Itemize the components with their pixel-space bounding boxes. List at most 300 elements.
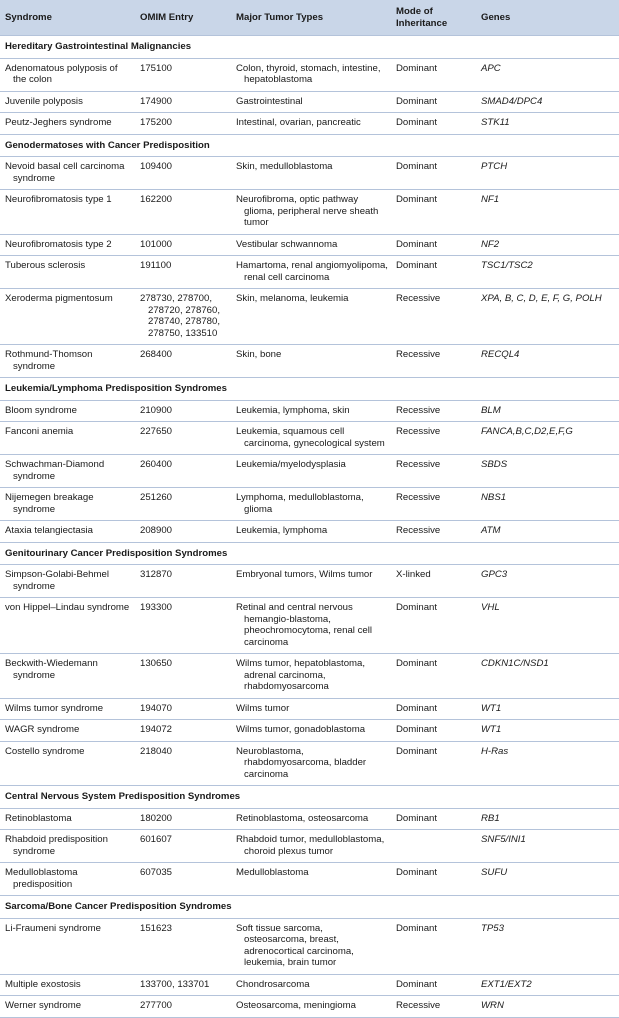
tumor-types-cell-text: Leukemia, lymphoma bbox=[236, 525, 328, 536]
omim-cell-text: 180200 bbox=[140, 812, 173, 824]
table-row bbox=[0, 521, 619, 543]
syndrome-cell-text: Wilms tumor syndrome bbox=[5, 702, 104, 714]
tumor-types-cell bbox=[232, 598, 392, 654]
tumor-types-cell bbox=[232, 863, 392, 896]
genes-cell bbox=[477, 521, 619, 543]
tumor-types-cell bbox=[232, 698, 392, 720]
genes-cell bbox=[477, 918, 619, 974]
syndrome-cell bbox=[0, 289, 136, 345]
table-row bbox=[0, 996, 619, 1018]
section-title: Leukemia/Lymphoma Predisposition Syndromes bbox=[0, 378, 619, 401]
tumor-types-cell-text: Medulloblastoma bbox=[236, 867, 309, 878]
omim-cell bbox=[136, 345, 232, 378]
omim-cell-text: 210900 bbox=[140, 404, 173, 416]
genes-cell-text: NBS1 bbox=[481, 492, 507, 503]
section-header-row bbox=[0, 36, 619, 59]
omim-cell bbox=[136, 974, 232, 996]
syndrome-cell bbox=[0, 190, 136, 235]
inheritance-cell-text: Recessive bbox=[396, 525, 441, 536]
tumor-types-cell bbox=[232, 113, 392, 135]
inheritance-cell-text: Dominant bbox=[396, 702, 438, 714]
genes-cell-text: EXT1/EXT2 bbox=[481, 978, 532, 990]
inheritance-cell bbox=[392, 400, 477, 422]
genes-cell bbox=[477, 720, 619, 742]
inheritance-cell bbox=[392, 91, 477, 113]
genes-cell bbox=[477, 345, 619, 378]
tumor-types-cell bbox=[232, 345, 392, 378]
syndrome-cell-text: von Hippel–Lindau syndrome bbox=[5, 602, 130, 613]
table-row bbox=[0, 918, 619, 974]
tumor-types-cell-text: Leukemia, squamous cell carcinoma, gynecological system bbox=[236, 426, 385, 449]
genes-cell-text: NF1 bbox=[481, 194, 500, 205]
syndrome-cell bbox=[0, 256, 136, 289]
genes-cell-text: SNF5/INI1 bbox=[481, 834, 526, 845]
tumor-types-cell-text: Intestinal, ovarian, pancreatic bbox=[236, 117, 361, 128]
syndrome-cell bbox=[0, 488, 136, 521]
section-header-row bbox=[0, 786, 619, 809]
inheritance-cell-text: Recessive bbox=[396, 293, 441, 304]
inheritance-cell bbox=[392, 698, 477, 720]
tumor-types-cell-text: Retinoblastoma, osteosarcoma bbox=[236, 812, 369, 824]
inheritance-cell bbox=[392, 422, 477, 455]
inheritance-cell-text: Dominant bbox=[396, 194, 438, 205]
omim-cell bbox=[136, 455, 232, 488]
inheritance-cell bbox=[392, 113, 477, 135]
table-row bbox=[0, 256, 619, 289]
tumor-types-cell bbox=[232, 455, 392, 488]
inheritance-cell-text: Dominant bbox=[396, 238, 438, 250]
syndrome-cell bbox=[0, 157, 136, 190]
syndrome-cell-text: Bloom syndrome bbox=[5, 404, 77, 416]
tumor-types-cell bbox=[232, 830, 392, 863]
genes-cell bbox=[477, 741, 619, 786]
table-row bbox=[0, 863, 619, 896]
syndrome-cell-text: Tuberous sclerosis bbox=[5, 260, 86, 271]
syndrome-cell bbox=[0, 996, 136, 1018]
omim-cell-text: 101000 bbox=[140, 238, 173, 250]
tumor-types-cell-text: Osteosarcoma, meningioma bbox=[236, 1000, 356, 1011]
inheritance-cell bbox=[392, 58, 477, 91]
omim-cell-text: 251260 bbox=[140, 492, 173, 503]
section-title: Genodermatoses with Cancer Predisposition bbox=[0, 134, 619, 157]
syndrome-cell bbox=[0, 863, 136, 896]
omim-cell-text: 278730, 278700, 278720, 278760, 278740, 278780, 278750, 133510 bbox=[140, 293, 221, 339]
syndrome-cell-text: Schwachman-Diamond syndrome bbox=[5, 459, 105, 482]
omim-cell bbox=[136, 422, 232, 455]
inheritance-cell-text: Recessive bbox=[396, 492, 441, 503]
header-genes: Genes bbox=[477, 0, 619, 36]
omim-cell bbox=[136, 400, 232, 422]
inheritance-cell bbox=[392, 863, 477, 896]
syndrome-cell-text: Nevoid basal cell carcinoma syndrome bbox=[5, 161, 125, 184]
tumor-types-cell-text: Embryonal tumors, Wilms tumor bbox=[236, 569, 373, 580]
table-row bbox=[0, 654, 619, 699]
syndrome-cell bbox=[0, 58, 136, 91]
genes-cell bbox=[477, 256, 619, 289]
omim-cell-text: 260400 bbox=[140, 459, 173, 470]
omim-cell bbox=[136, 234, 232, 256]
syndrome-cell-text: Neurofibromatosis type 2 bbox=[5, 238, 112, 250]
omim-cell bbox=[136, 741, 232, 786]
table-row bbox=[0, 234, 619, 256]
inheritance-cell-text: Dominant bbox=[396, 922, 438, 934]
omim-cell bbox=[136, 996, 232, 1018]
syndrome-cell-text: Costello syndrome bbox=[5, 745, 85, 757]
table-row bbox=[0, 58, 619, 91]
omim-cell bbox=[136, 808, 232, 830]
syndrome-cell bbox=[0, 720, 136, 742]
omim-cell-text: 227650 bbox=[140, 426, 173, 437]
tumor-types-cell-text: Neuroblastoma, rhabdomyosarcoma, bladder carcinoma bbox=[236, 745, 367, 780]
genes-cell-text: STK11 bbox=[481, 117, 510, 128]
tumor-types-cell bbox=[232, 400, 392, 422]
syndrome-cell bbox=[0, 455, 136, 488]
genes-cell bbox=[477, 157, 619, 190]
section-title: Sarcoma/Bone Cancer Predisposition Syndromes bbox=[0, 896, 619, 919]
inheritance-cell-text: Dominant bbox=[396, 658, 438, 669]
omim-cell-text: 194070 bbox=[140, 702, 173, 714]
inheritance-cell-text: Recessive bbox=[396, 349, 441, 360]
genes-cell bbox=[477, 113, 619, 135]
table-row bbox=[0, 289, 619, 345]
inheritance-cell-text: Dominant bbox=[396, 117, 438, 128]
inheritance-cell-text: Dominant bbox=[396, 95, 438, 107]
inheritance-cell-text: Recessive bbox=[396, 426, 441, 437]
inheritance-cell bbox=[392, 488, 477, 521]
omim-cell-text: 277700 bbox=[140, 1000, 173, 1011]
inheritance-cell-text: Dominant bbox=[396, 812, 438, 824]
omim-cell bbox=[136, 918, 232, 974]
genes-cell bbox=[477, 974, 619, 996]
syndrome-cell-text: Juvenile polyposis bbox=[5, 95, 83, 107]
genes-cell-text: BLM bbox=[481, 404, 501, 416]
genes-cell bbox=[477, 455, 619, 488]
tumor-types-cell-text: Hamartoma, renal angiomyolipoma, renal cell carcinoma bbox=[236, 260, 388, 283]
inheritance-cell-text: Dominant bbox=[396, 745, 438, 757]
inheritance-cell bbox=[392, 808, 477, 830]
syndrome-cell bbox=[0, 808, 136, 830]
tumor-types-cell bbox=[232, 234, 392, 256]
tumor-types-cell bbox=[232, 654, 392, 699]
tumor-types-cell-text: Retinal and central nervous hemangio-blastoma, pheochromocytoma, renal cell carcinoma bbox=[236, 602, 372, 648]
inheritance-cell bbox=[392, 741, 477, 786]
table-row bbox=[0, 157, 619, 190]
syndrome-cell bbox=[0, 565, 136, 598]
syndrome-cell-text: Peutz-Jeghers syndrome bbox=[5, 117, 112, 128]
tumor-types-cell-text: Wilms tumor, gonadoblastoma bbox=[236, 724, 366, 735]
table-row bbox=[0, 400, 619, 422]
syndrome-cell-text: Neurofibromatosis type 1 bbox=[5, 194, 112, 205]
inheritance-cell-text: X-linked bbox=[396, 569, 431, 580]
genes-cell-text: SBDS bbox=[481, 459, 508, 470]
inheritance-cell bbox=[392, 455, 477, 488]
omim-cell bbox=[136, 58, 232, 91]
section-header-row bbox=[0, 378, 619, 401]
omim-cell bbox=[136, 863, 232, 896]
tumor-types-cell bbox=[232, 289, 392, 345]
syndrome-cell bbox=[0, 345, 136, 378]
genes-cell-text: APC bbox=[481, 62, 501, 74]
genes-cell bbox=[477, 996, 619, 1018]
table-row bbox=[0, 974, 619, 996]
syndrome-cell bbox=[0, 830, 136, 863]
omim-cell bbox=[136, 488, 232, 521]
section-header-row bbox=[0, 896, 619, 919]
genes-cell bbox=[477, 58, 619, 91]
tumor-types-cell-text: Skin, bone bbox=[236, 349, 282, 360]
inheritance-cell-text: Recessive bbox=[396, 404, 441, 416]
omim-cell-text: 109400 bbox=[140, 161, 173, 172]
genes-cell bbox=[477, 234, 619, 256]
section-header-row bbox=[0, 134, 619, 157]
genes-cell-text: WRN bbox=[481, 1000, 504, 1011]
genes-cell-text: WT1 bbox=[481, 702, 502, 714]
inheritance-cell bbox=[392, 345, 477, 378]
genes-cell bbox=[477, 565, 619, 598]
inheritance-cell bbox=[392, 289, 477, 345]
omim-cell-text: 193300 bbox=[140, 602, 173, 613]
syndrome-cell-text: Fanconi anemia bbox=[5, 426, 74, 437]
genes-cell bbox=[477, 488, 619, 521]
tumor-types-cell-text: Soft tissue sarcoma, osteosarcoma, breast, adrenocortical carcinoma, leukemia, brain tumor bbox=[236, 922, 354, 968]
omim-cell-text: 312870 bbox=[140, 569, 173, 580]
tumor-types-cell bbox=[232, 996, 392, 1018]
syndrome-cell bbox=[0, 400, 136, 422]
genes-cell bbox=[477, 830, 619, 863]
header-row bbox=[0, 0, 619, 36]
syndrome-cell bbox=[0, 113, 136, 135]
omim-cell bbox=[136, 565, 232, 598]
omim-cell-text: 194072 bbox=[140, 724, 173, 735]
inheritance-cell bbox=[392, 256, 477, 289]
syndrome-cell bbox=[0, 698, 136, 720]
genes-cell-text: SMAD4/DPC4 bbox=[481, 95, 543, 107]
header-syndrome: Syndrome bbox=[0, 0, 136, 36]
tumor-types-cell bbox=[232, 521, 392, 543]
omim-cell bbox=[136, 157, 232, 190]
syndrome-cell-text: Retinoblastoma bbox=[5, 812, 72, 824]
genes-cell bbox=[477, 422, 619, 455]
tumor-types-cell-text: Skin, medulloblastoma bbox=[236, 161, 333, 172]
syndrome-cell-text: WAGR syndrome bbox=[5, 724, 80, 735]
genes-cell bbox=[477, 598, 619, 654]
genes-cell-text: RECQL4 bbox=[481, 349, 520, 360]
syndrome-cell-text: Multiple exostosis bbox=[5, 978, 81, 990]
inheritance-cell-text: Dominant bbox=[396, 260, 438, 271]
table-body bbox=[0, 36, 619, 1018]
inheritance-cell bbox=[392, 918, 477, 974]
inheritance-cell bbox=[392, 720, 477, 742]
table-row bbox=[0, 808, 619, 830]
syndrome-cell-text: Beckwith-Wiedemann syndrome bbox=[5, 658, 98, 681]
omim-cell-text: 208900 bbox=[140, 525, 173, 536]
genes-cell bbox=[477, 91, 619, 113]
tumor-types-cell bbox=[232, 488, 392, 521]
inheritance-cell-text: Dominant bbox=[396, 978, 438, 990]
inheritance-cell-text: Recessive bbox=[396, 1000, 441, 1011]
genes-cell-text: NF2 bbox=[481, 238, 500, 250]
tumor-types-cell-text: Vestibular schwannoma bbox=[236, 238, 338, 250]
inheritance-cell-text: Dominant bbox=[396, 724, 438, 735]
section-header-row bbox=[0, 542, 619, 565]
section-title: Genitourinary Cancer Predisposition Syndromes bbox=[0, 542, 619, 565]
genes-cell-text: H-Ras bbox=[481, 745, 509, 757]
genes-cell-text: CDKN1C/NSD1 bbox=[481, 658, 549, 669]
tumor-types-cell-text: Neurofibroma, optic pathway glioma, peripheral nerve sheath tumor bbox=[236, 194, 379, 228]
header-inheritance: Mode of Inheritance bbox=[392, 0, 477, 36]
table-row bbox=[0, 91, 619, 113]
table-row bbox=[0, 598, 619, 654]
tumor-types-cell-text: Gastrointestinal bbox=[236, 95, 303, 107]
table-row bbox=[0, 113, 619, 135]
tumor-types-cell bbox=[232, 422, 392, 455]
genes-cell bbox=[477, 289, 619, 345]
genes-cell bbox=[477, 808, 619, 830]
section-title: Central Nervous System Predisposition Syndromes bbox=[0, 786, 619, 809]
tumor-types-cell-text: Lymphoma, medulloblastoma, glioma bbox=[236, 492, 364, 515]
table-row bbox=[0, 422, 619, 455]
omim-cell bbox=[136, 598, 232, 654]
omim-cell bbox=[136, 289, 232, 345]
tumor-types-cell bbox=[232, 157, 392, 190]
inheritance-cell bbox=[392, 598, 477, 654]
syndrome-cell-text: Simpson-Golabi-Behmel syndrome bbox=[5, 569, 109, 592]
omim-cell-text: 218040 bbox=[140, 745, 173, 757]
genes-cell-text: TSC1/TSC2 bbox=[481, 260, 533, 271]
table-row bbox=[0, 455, 619, 488]
tumor-types-cell bbox=[232, 256, 392, 289]
syndrome-cell bbox=[0, 974, 136, 996]
omim-cell-text: 601607 bbox=[140, 834, 173, 845]
omim-cell bbox=[136, 521, 232, 543]
tumor-types-cell-text: Wilms tumor bbox=[236, 702, 290, 714]
inheritance-cell bbox=[392, 521, 477, 543]
syndrome-cell bbox=[0, 422, 136, 455]
genes-cell bbox=[477, 190, 619, 235]
section-title: Hereditary Gastrointestinal Malignancies bbox=[0, 36, 619, 59]
tumor-types-cell-text: Leukemia/myelodysplasia bbox=[236, 459, 346, 470]
inheritance-cell bbox=[392, 565, 477, 598]
header-tumor-types: Major Tumor Types bbox=[232, 0, 392, 36]
genes-cell-text: ATM bbox=[481, 525, 501, 536]
omim-cell bbox=[136, 113, 232, 135]
syndrome-cell bbox=[0, 741, 136, 786]
omim-cell bbox=[136, 654, 232, 699]
omim-cell-text: 175100 bbox=[140, 62, 173, 74]
genes-cell-text: WT1 bbox=[481, 724, 502, 735]
table-row bbox=[0, 190, 619, 235]
genes-cell bbox=[477, 863, 619, 896]
genes-cell-text: GPC3 bbox=[481, 569, 508, 580]
inheritance-cell-text: Dominant bbox=[396, 867, 438, 878]
syndrome-cell-text: Medulloblastoma predisposition bbox=[5, 867, 78, 890]
inheritance-cell-text: Dominant bbox=[396, 161, 438, 172]
tumor-types-cell bbox=[232, 974, 392, 996]
tumor-types-cell-text: Chondrosarcoma bbox=[236, 978, 310, 990]
inheritance-cell-text: Recessive bbox=[396, 459, 441, 470]
genes-cell-text: VHL bbox=[481, 602, 500, 613]
omim-cell-text: 191100 bbox=[140, 260, 172, 271]
tumor-types-cell bbox=[232, 58, 392, 91]
tumor-types-cell-text: Leukemia, lymphoma, skin bbox=[236, 404, 350, 416]
syndrome-cell-text: Adenomatous polyposis of the colon bbox=[5, 62, 118, 85]
syndrome-cell-text: Li-Fraumeni syndrome bbox=[5, 922, 101, 934]
syndrome-cell-text: Rhabdoid predisposition syndrome bbox=[5, 834, 108, 857]
syndrome-cell-text: Ataxia telangiectasia bbox=[5, 525, 93, 536]
tumor-types-cell bbox=[232, 565, 392, 598]
omim-cell-text: 133700, 133701 bbox=[140, 978, 210, 990]
omim-cell-text: 162200 bbox=[140, 194, 173, 205]
inheritance-cell bbox=[392, 157, 477, 190]
syndrome-cell-text: Nijemegen breakage syndrome bbox=[5, 492, 94, 515]
table-row bbox=[0, 345, 619, 378]
tumor-types-cell bbox=[232, 741, 392, 786]
syndrome-cell-text: Werner syndrome bbox=[5, 1000, 82, 1011]
omim-cell-text: 175200 bbox=[140, 117, 173, 128]
syndrome-cell bbox=[0, 598, 136, 654]
inheritance-cell-text: Dominant bbox=[396, 62, 438, 74]
genes-cell bbox=[477, 654, 619, 699]
genes-cell-text: XPA, B, C, D, E, F, G, POLH bbox=[481, 293, 602, 304]
genes-cell-text: PTCH bbox=[481, 161, 508, 172]
genes-cell bbox=[477, 400, 619, 422]
inheritance-cell bbox=[392, 830, 477, 863]
inheritance-cell bbox=[392, 190, 477, 235]
omim-cell-text: 268400 bbox=[140, 349, 173, 360]
syndrome-cell bbox=[0, 654, 136, 699]
table-row bbox=[0, 565, 619, 598]
genes-cell-text: FANCA,B,C,D2,E,F,G bbox=[481, 426, 573, 437]
genes-cell-text: SUFU bbox=[481, 867, 508, 878]
omim-cell bbox=[136, 698, 232, 720]
table-row bbox=[0, 720, 619, 742]
inheritance-cell-text: Dominant bbox=[396, 602, 438, 613]
tumor-types-cell bbox=[232, 720, 392, 742]
omim-cell-text: 151623 bbox=[140, 922, 173, 934]
table-row bbox=[0, 698, 619, 720]
inheritance-cell bbox=[392, 654, 477, 699]
header-omim: OMIM Entry bbox=[136, 0, 232, 36]
omim-cell bbox=[136, 91, 232, 113]
table-row bbox=[0, 488, 619, 521]
table-row bbox=[0, 830, 619, 863]
omim-cell bbox=[136, 720, 232, 742]
omim-cell-text: 130650 bbox=[140, 658, 173, 669]
genes-cell-text: RB1 bbox=[481, 812, 500, 824]
inheritance-cell bbox=[392, 996, 477, 1018]
tumor-types-cell-text: Wilms tumor, hepatoblastoma, adrenal carcinoma, rhabdomyosarcoma bbox=[236, 658, 366, 692]
syndrome-cell-text: Rothmund-Thomson syndrome bbox=[5, 349, 93, 372]
syndrome-cell bbox=[0, 918, 136, 974]
table-row bbox=[0, 741, 619, 786]
omim-cell-text: 607035 bbox=[140, 867, 173, 878]
tumor-types-cell-text: Colon, thyroid, stomach, intestine, hepatoblastoma bbox=[236, 62, 381, 85]
tumor-types-cell-text: Skin, melanoma, leukemia bbox=[236, 293, 349, 304]
tumor-types-cell bbox=[232, 808, 392, 830]
syndrome-cell bbox=[0, 91, 136, 113]
syndrome-cell bbox=[0, 521, 136, 543]
omim-cell-text: 174900 bbox=[140, 95, 173, 107]
genes-cell bbox=[477, 698, 619, 720]
inheritance-cell bbox=[392, 974, 477, 996]
tumor-types-cell bbox=[232, 918, 392, 974]
tumor-types-cell bbox=[232, 190, 392, 235]
omim-cell bbox=[136, 190, 232, 235]
tumor-types-cell-text: Rhabdoid tumor, medulloblastoma, choroid plexus tumor bbox=[236, 834, 385, 857]
omim-cell bbox=[136, 830, 232, 863]
syndrome-cell bbox=[0, 234, 136, 256]
omim-cell bbox=[136, 256, 232, 289]
